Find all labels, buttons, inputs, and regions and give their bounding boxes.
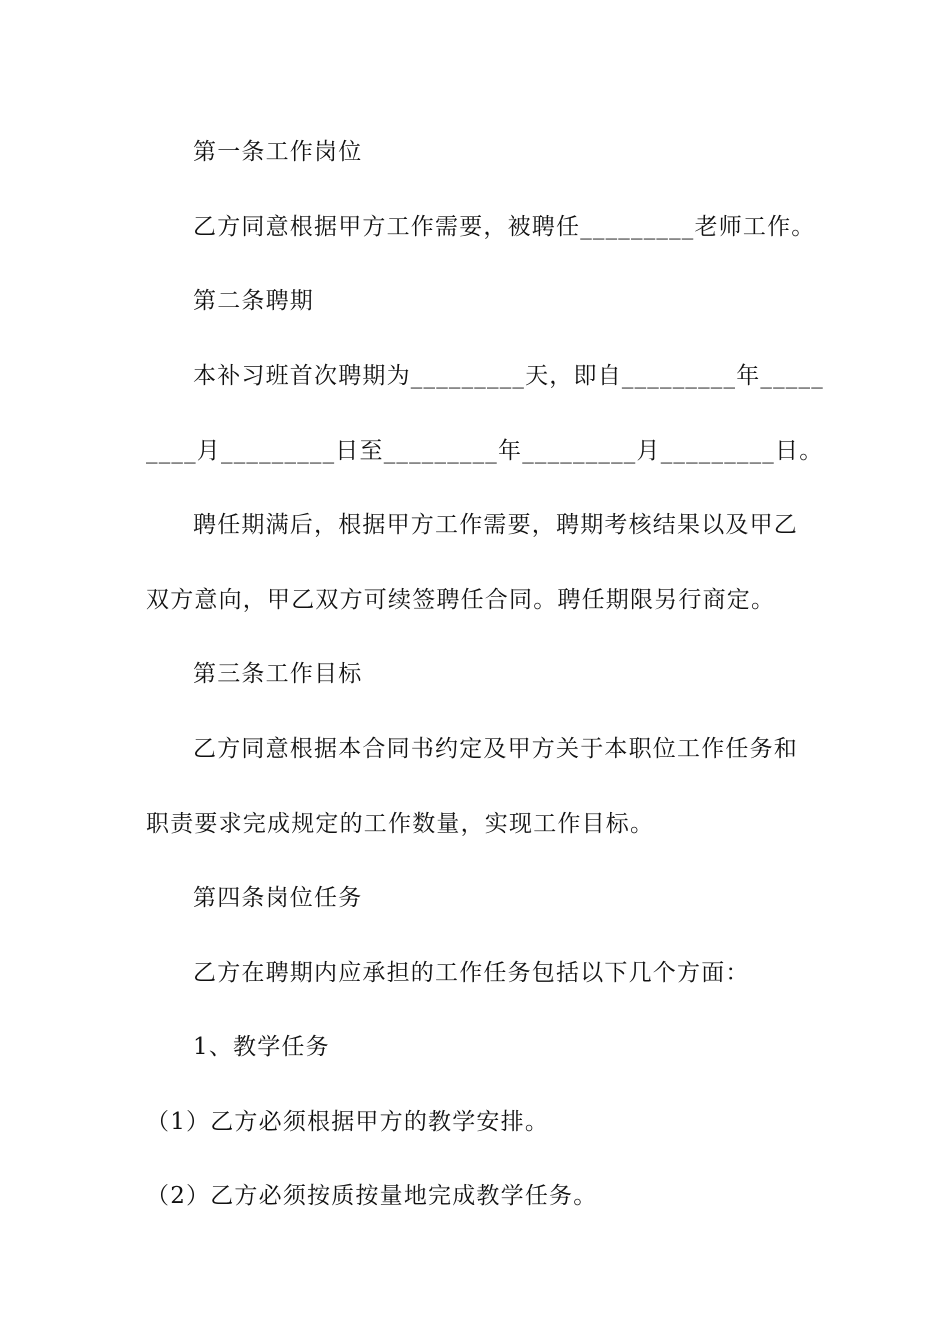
article-3-body-line-2: 职责要求完成规定的工作数量，实现工作目标。 bbox=[146, 811, 655, 837]
article-1-heading: 第一条工作岗位 bbox=[193, 139, 363, 165]
article-4-intro: 乙方在聘期内应承担的工作任务包括以下几个方面： bbox=[193, 960, 750, 986]
article-2-body-line-2: ____月_________日至_________年_________月_________日。 bbox=[146, 438, 824, 464]
article-2-body-line-1: 本补习班首次聘期为_________天，即自_________年_____ bbox=[193, 363, 824, 389]
article-1-body: 乙方同意根据甲方工作需要，被聘任_________老师工作。 bbox=[193, 214, 816, 240]
renewal-paragraph-line-2: 双方意向，甲乙双方可续签聘任合同。聘任期限另行商定。 bbox=[146, 587, 776, 613]
teaching-task-item-2: （2）乙方必须按质按量地完成教学任务。 bbox=[146, 1183, 598, 1209]
article-2-heading: 第二条聘期 bbox=[193, 288, 314, 314]
article-4-heading: 第四条岗位任务 bbox=[193, 885, 363, 911]
renewal-paragraph-line-1: 聘任期满后，根据甲方工作需要，聘期考核结果以及甲乙 bbox=[193, 512, 798, 538]
article-3-body-line-1: 乙方同意根据本合同书约定及甲方关于本职位工作任务和 bbox=[193, 736, 798, 762]
teaching-task-heading: 1、教学任务 bbox=[193, 1034, 330, 1060]
teaching-task-item-1: （1）乙方必须根据甲方的教学安排。 bbox=[146, 1109, 550, 1135]
article-3-heading: 第三条工作目标 bbox=[193, 661, 363, 687]
